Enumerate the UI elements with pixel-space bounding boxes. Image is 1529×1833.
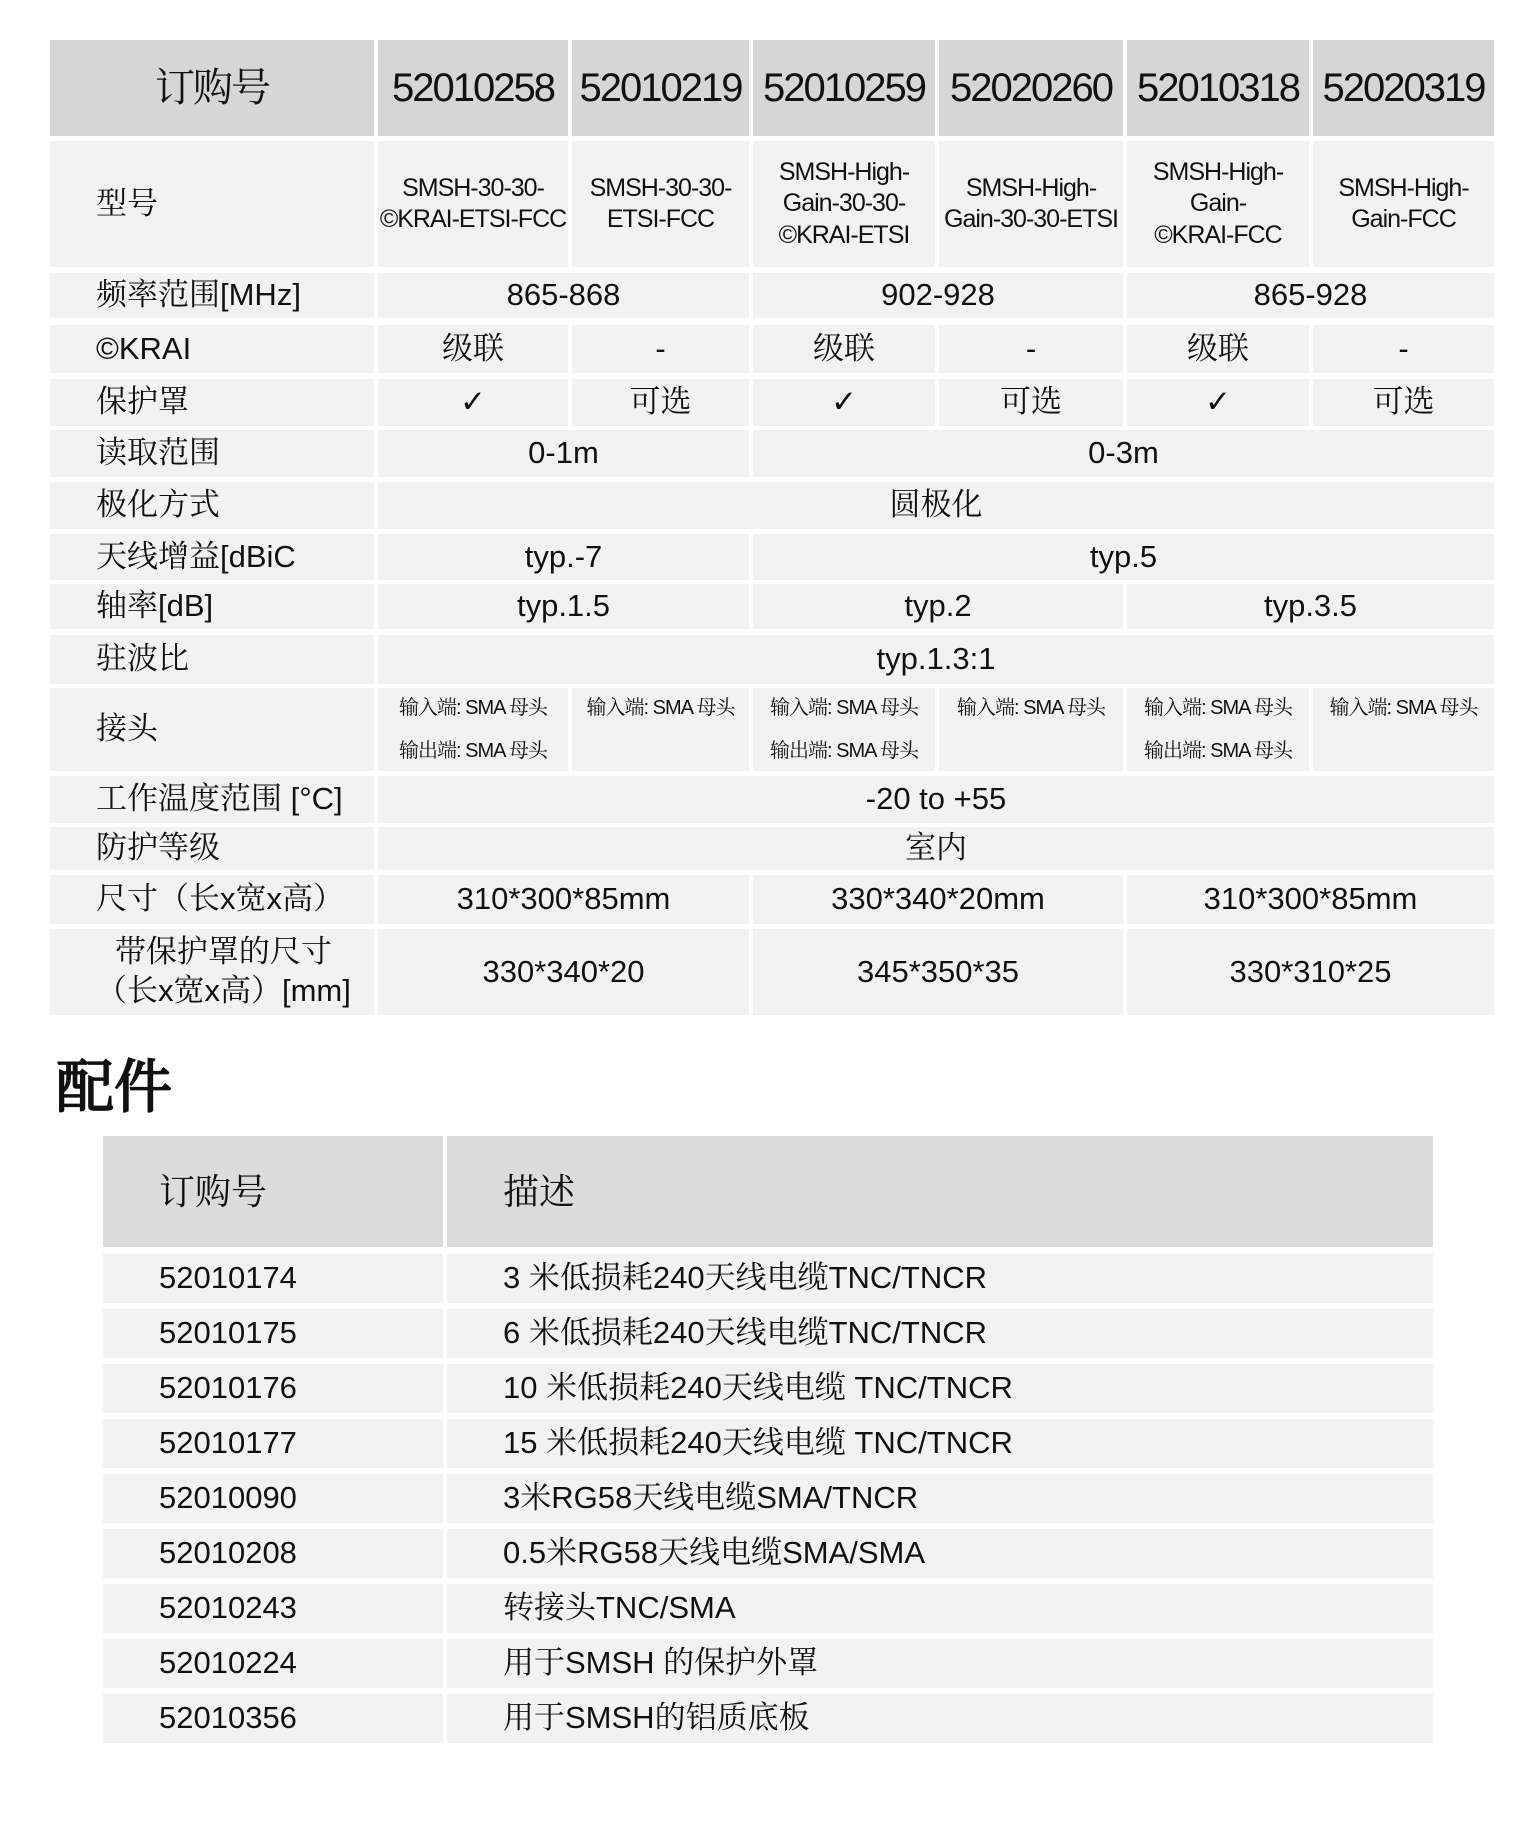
accessory-order-number: 52010243 — [103, 1584, 443, 1633]
krai-value: 级联 — [753, 325, 935, 373]
order-number: 52020260 — [939, 40, 1123, 136]
accessory-description: 3 米低损耗240天线电缆TNC/TNCR — [447, 1254, 1433, 1303]
freq-value: 902-928 — [753, 273, 1123, 318]
size-value: 330*340*20mm — [753, 875, 1123, 924]
order-number: 52020319 — [1313, 40, 1494, 136]
accessory-description: 10 米低损耗240天线电缆 TNC/TNCR — [447, 1364, 1433, 1413]
row-label-axial: 轴率[dB] — [50, 584, 374, 629]
accessory-order-number: 52010090 — [103, 1474, 443, 1523]
order-number: 52010219 — [572, 40, 749, 136]
model-cell: SMSH-30-30- ETSI-FCC — [572, 141, 749, 267]
vswr-value: typ.1.3:1 — [378, 635, 1494, 684]
header-order-number: 订购号 — [103, 1136, 443, 1247]
order-number: 52010259 — [753, 40, 935, 136]
input-connector: 输入端: SMA 母头 — [586, 697, 735, 719]
range-value: 0-1m — [378, 430, 749, 477]
accessory-description: 转接头TNC/SMA — [447, 1584, 1433, 1633]
polar-value: 圆极化 — [378, 482, 1494, 529]
row-label-krai: ©KRAI — [50, 325, 374, 373]
krai-value: 级联 — [1127, 325, 1309, 373]
gain-value: typ.-7 — [378, 534, 749, 580]
axial-value: typ.2 — [753, 584, 1123, 629]
accessory-description: 3米RG58天线电缆SMA/TNCR — [447, 1474, 1433, 1523]
connector-cell — [1313, 688, 1494, 771]
connector-cell — [378, 688, 568, 771]
row-label-model: 型号 — [50, 141, 374, 267]
row-label-temp: 工作温度范围 [°C] — [50, 776, 374, 823]
input-connector: 输入端: SMA 母头 — [770, 697, 918, 719]
row-label-gain: 天线增益[dBiC — [50, 534, 374, 580]
accessory-description: 用于SMSH的铝质底板 — [447, 1694, 1433, 1743]
accessory-description: 用于SMSH 的保护外罩 — [447, 1639, 1433, 1688]
row-label-freq: 频率范围[MHz] — [50, 273, 374, 318]
order-number: 52010318 — [1127, 40, 1309, 136]
row-label-polar: 极化方式 — [50, 482, 374, 529]
output-connector: 输出端: SMA 母头 — [1144, 740, 1292, 762]
accessory-order-number: 52010175 — [103, 1309, 443, 1358]
accessory-order-number: 52010174 — [103, 1254, 443, 1303]
cover-value: ✓ — [1127, 379, 1309, 426]
krai-value: 级联 — [378, 325, 568, 373]
output-connector: 输出端: SMA 母头 — [399, 740, 547, 762]
model-cell: SMSH-High- Gain-30-30-ETSI — [939, 141, 1123, 267]
size-value: 310*300*85mm — [1127, 875, 1494, 924]
cover-value: ✓ — [753, 379, 935, 426]
cover-value: 可选 — [572, 379, 749, 426]
row-label-ip: 防护等级 — [50, 827, 374, 870]
connector-cell — [753, 688, 935, 771]
model-cell: SMSH-High- Gain-FCC — [1313, 141, 1494, 267]
size2-value: 345*350*35 — [753, 929, 1123, 1015]
krai-value: - — [572, 325, 749, 373]
accessory-description: 6 米低损耗240天线电缆TNC/TNCR — [447, 1309, 1433, 1358]
cover-value: 可选 — [939, 379, 1123, 426]
model-cell: SMSH-High- Gain- ©KRAI-FCC — [1127, 141, 1309, 267]
accessory-description: 0.5米RG58天线电缆SMA/SMA — [447, 1529, 1433, 1578]
accessory-order-number: 52010176 — [103, 1364, 443, 1413]
input-connector: 输入端: SMA 母头 — [399, 697, 547, 719]
header-description: 描述 — [447, 1136, 1433, 1247]
row-label-cover: 保护罩 — [50, 379, 374, 426]
accessory-order-number: 52010356 — [103, 1694, 443, 1743]
size-value: 310*300*85mm — [378, 875, 749, 924]
accessories-title: 配件 — [56, 1055, 173, 1120]
accessory-order-number: 52010224 — [103, 1639, 443, 1688]
row-label-conn: 接头 — [50, 688, 374, 771]
order-number: 52010258 — [378, 40, 568, 136]
axial-value: typ.1.5 — [378, 584, 749, 629]
input-connector: 输入端: SMA 母头 — [1144, 697, 1292, 719]
model-cell: SMSH-30-30- ©KRAI-ETSI-FCC — [378, 141, 568, 267]
freq-value: 865-868 — [378, 273, 749, 318]
temp-value: -20 to +55 — [378, 776, 1494, 823]
row-label-size: 尺寸（长x宽x高） — [50, 875, 374, 924]
gain-value: typ.5 — [753, 534, 1494, 580]
output-connector: 输出端: SMA 母头 — [770, 740, 918, 762]
input-connector: 输入端: SMA 母头 — [957, 697, 1105, 719]
ip-value: 室内 — [378, 827, 1494, 870]
model-cell: SMSH-High- Gain-30-30- ©KRAI-ETSI — [753, 141, 935, 267]
cover-value: 可选 — [1313, 379, 1494, 426]
size2-value: 330*310*25 — [1127, 929, 1494, 1015]
accessory-order-number: 52010177 — [103, 1419, 443, 1468]
freq-value: 865-928 — [1127, 273, 1494, 318]
size2-value: 330*340*20 — [378, 929, 749, 1015]
row-label-size2: 带保护罩的尺寸 （长x宽x高）[mm] — [50, 929, 374, 1015]
row-label-range: 读取范围 — [50, 430, 374, 477]
range-value: 0-3m — [753, 430, 1494, 477]
input-connector: 输入端: SMA 母头 — [1329, 697, 1478, 719]
axial-value: typ.3.5 — [1127, 584, 1494, 629]
connector-cell — [1127, 688, 1309, 771]
row-label-vswr: 驻波比 — [50, 635, 374, 684]
connector-cell — [572, 688, 749, 771]
row-label-header: 订购号 — [50, 40, 374, 136]
accessory-order-number: 52010208 — [103, 1529, 443, 1578]
cover-value: ✓ — [378, 379, 568, 426]
krai-value: - — [1313, 325, 1494, 373]
accessory-description: 15 米低损耗240天线电缆 TNC/TNCR — [447, 1419, 1433, 1468]
krai-value: - — [939, 325, 1123, 373]
connector-cell — [939, 688, 1123, 771]
